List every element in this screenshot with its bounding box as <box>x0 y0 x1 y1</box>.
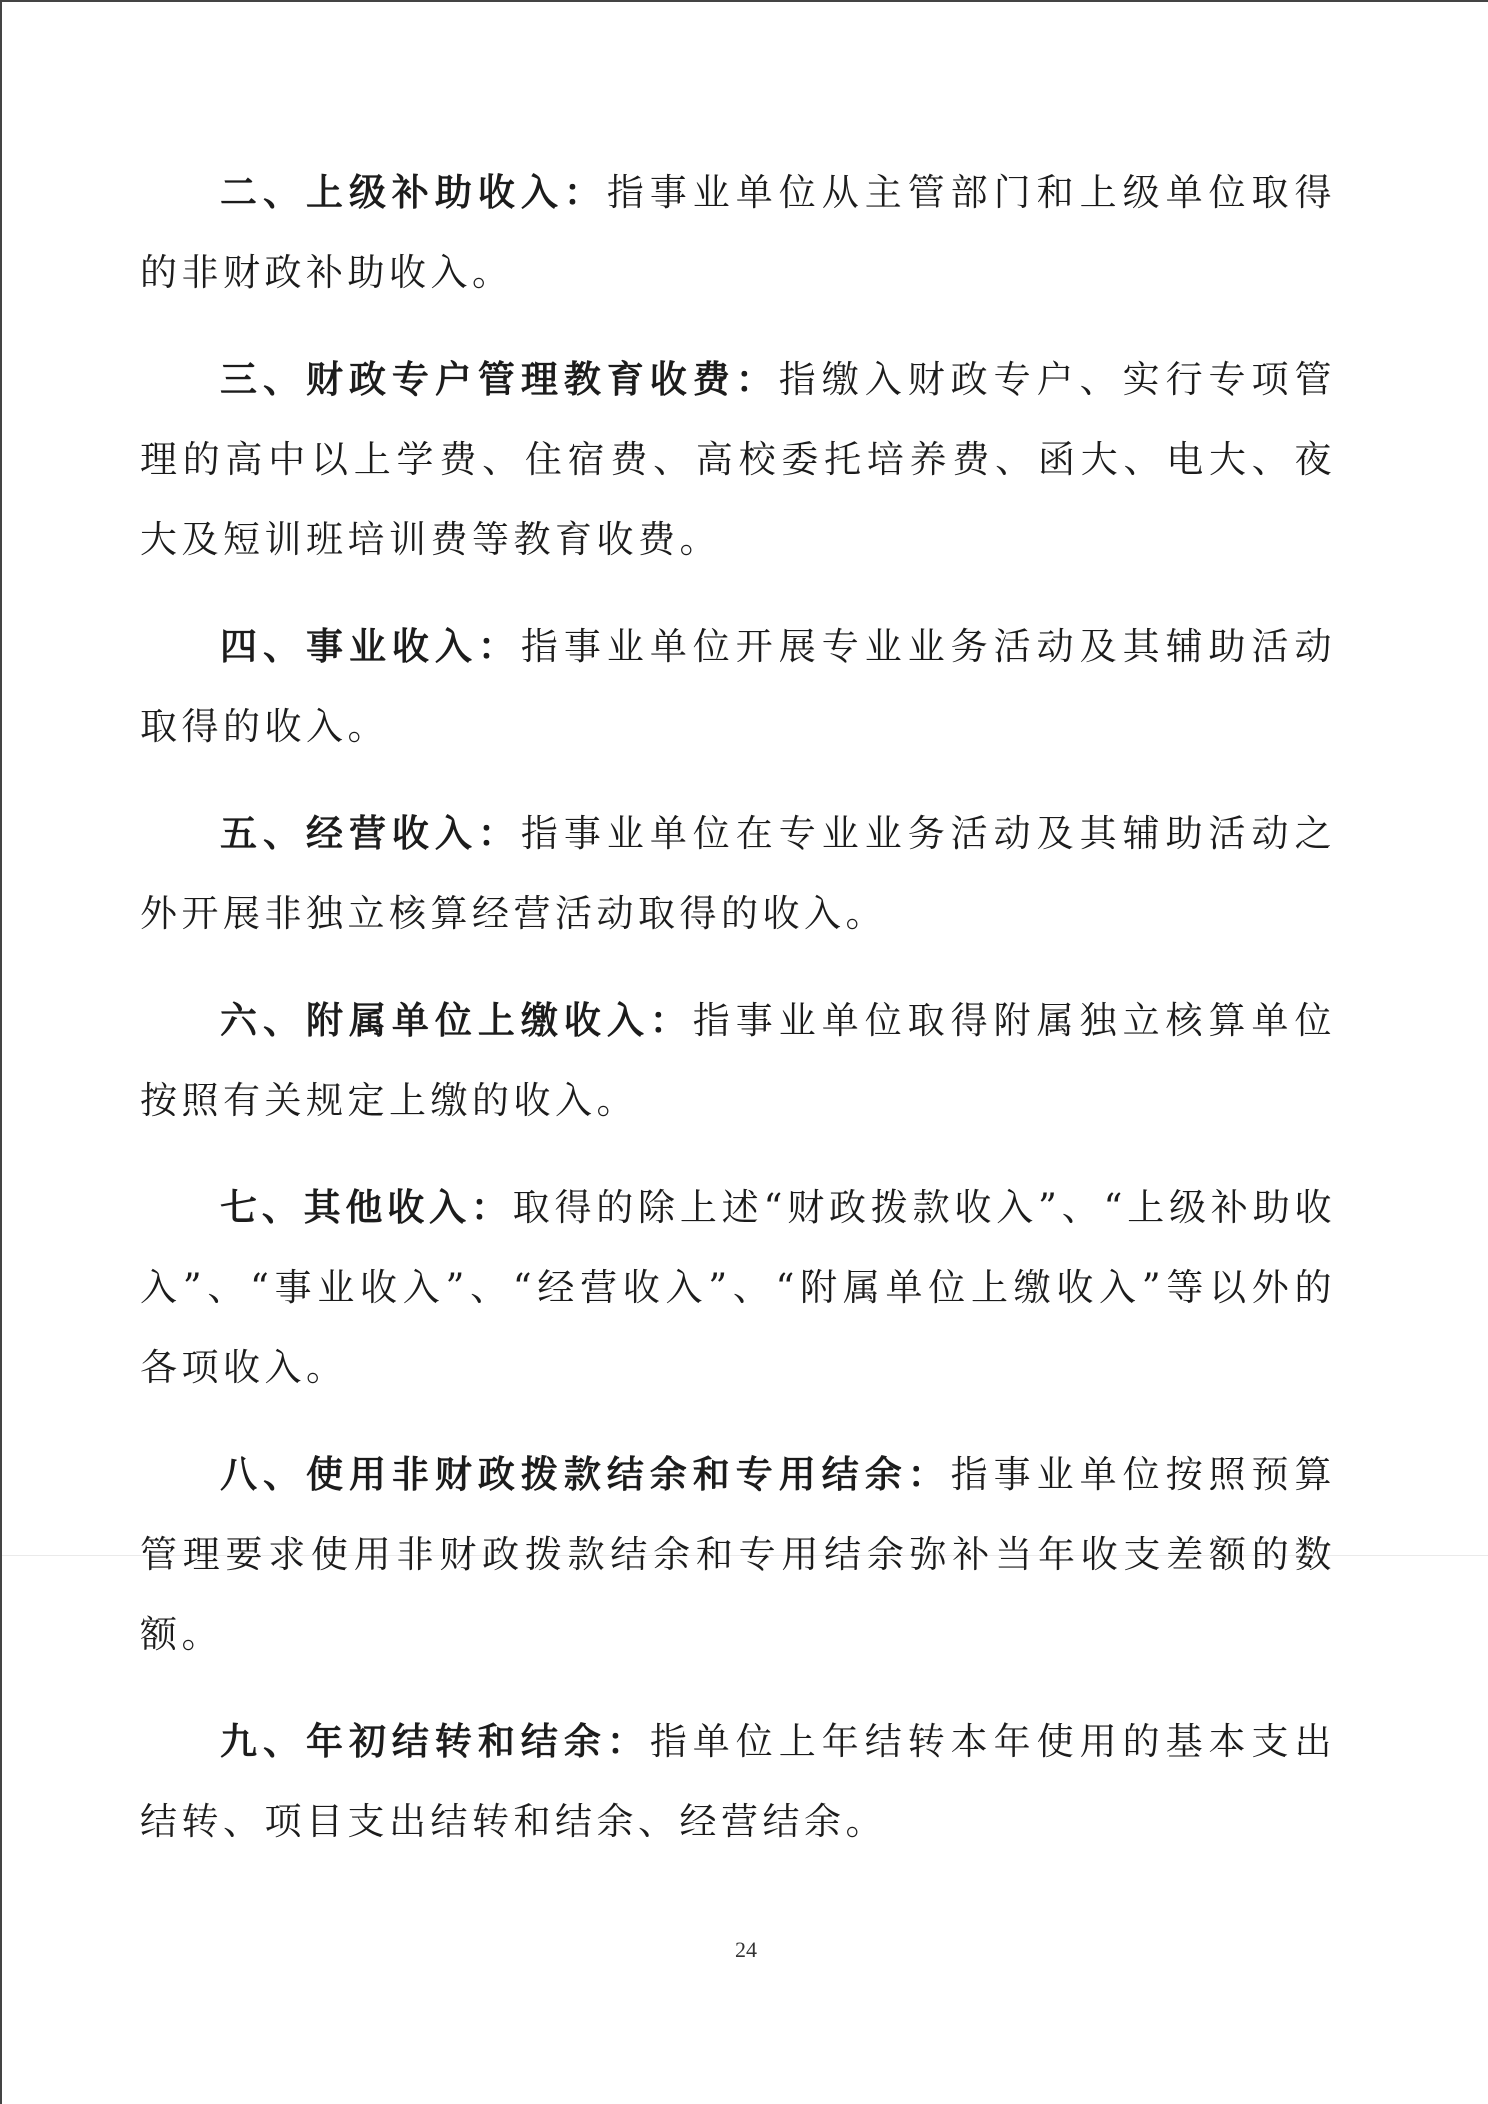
definition-term: 九、年初结转和结余： <box>220 1719 650 1763</box>
definition-text: 指单位上年结转本年使用的基本支出结转、项目支出结转和结余、经营结余。 <box>140 1720 1337 1843</box>
definition-term: 四、事业收入： <box>220 624 521 668</box>
definition-term: 二、上级补助收入： <box>220 170 607 214</box>
definition-paragraph <box>140 1701 1336 1862</box>
definition-paragraph <box>140 1434 1336 1675</box>
definition-term: 八、使用非财政拨款结余和专用结余： <box>220 1452 951 1496</box>
definition-term: 三、财政专户管理教育收费： <box>220 357 779 401</box>
definition-paragraph <box>140 339 1336 580</box>
definition-paragraph <box>140 980 1336 1141</box>
definition-term: 七、其他收入： <box>220 1185 513 1229</box>
definition-term: 五、经营收入： <box>220 811 521 855</box>
page-number: 24 <box>735 1937 757 1962</box>
definition-text: 指事业单位按照预算管理要求使用非财政拨款结余和专用结余弥补当年收支差额的数额。 <box>140 1453 1337 1656</box>
definition-text: 指事业单位在专业业务活动及其辅助活动之外开展非独立核算经营活动取得的收入。 <box>140 812 1337 935</box>
definition-text: 指事业单位取得附属独立核算单位按照有关规定上缴的收入。 <box>140 999 1337 1122</box>
definition-paragraph <box>140 1167 1336 1408</box>
definition-text: 取得的除上述“财政拨款收入”、“上级补助收入”、“事业收入”、“经营收入”、“附属单位上缴收入”等以外的各项收入。 <box>140 1186 1336 1389</box>
document-body <box>140 152 1336 1888</box>
definition-term: 六、附属单位上缴收入： <box>220 998 693 1042</box>
definition-paragraph <box>140 606 1336 767</box>
definition-text: 指事业单位开展专业业务活动及其辅助活动取得的收入。 <box>140 625 1337 748</box>
definition-paragraph <box>140 793 1336 954</box>
definition-paragraph <box>140 152 1336 313</box>
definition-text: 指事业单位从主管部门和上级单位取得的非财政补助收入。 <box>140 171 1337 294</box>
definition-text: 指缴入财政专户、实行专项管理的高中以上学费、住宿费、高校委托培养费、函大、电大、夜大及短训班培训费等教育收费。 <box>140 358 1337 561</box>
